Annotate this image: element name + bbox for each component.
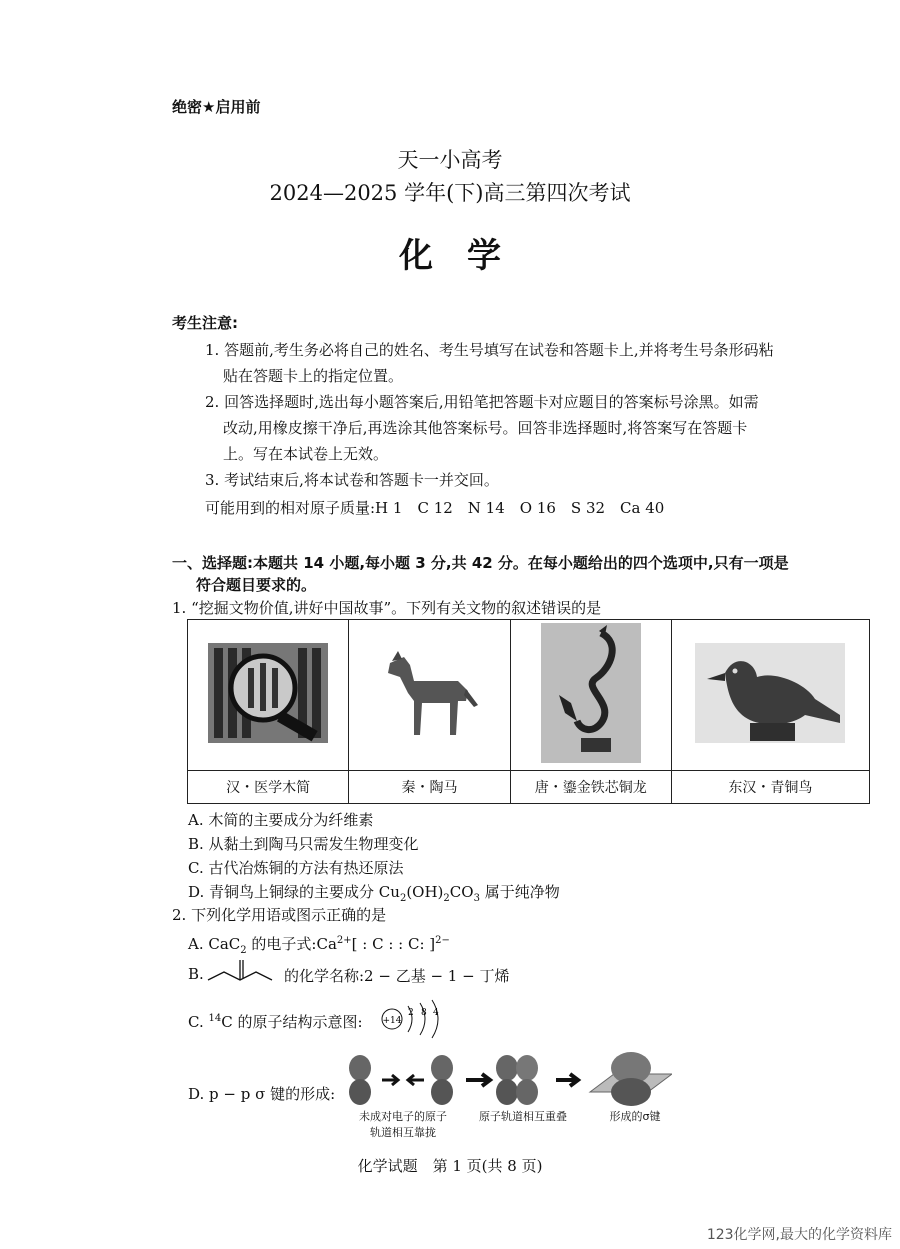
q2-a-pre: A. CaC [188, 935, 241, 953]
relics-table [187, 619, 870, 804]
q1-d-co: CO [449, 883, 474, 901]
notice-item-1a: 1. 答题前,考生务必将自己的姓名、考生号填写在试卷和答题卡上,并将考生号条形码粘 [205, 341, 774, 359]
notice-item-2b: 改动,用橡皮擦干净后,再选涂其他答案标号。回答非选择题时,将答案写在答题卡 [223, 419, 748, 437]
q2-option-a [188, 933, 450, 956]
notice-item-2c: 上。写在本试卷上无效。 [223, 445, 389, 463]
relic-caption-4: 东汉・青铜鸟 [671, 771, 869, 804]
q2-a-mid: 的电子式:Ca [246, 935, 337, 953]
confidential-label: 绝密★启用前 [172, 98, 261, 116]
shell-1-count: 2 [408, 1008, 414, 1018]
q1-option-a: A. 木简的主要成分为纤维素 [188, 811, 374, 829]
q1-option-c: C. 古代冶炼铜的方法有热还原法 [188, 859, 404, 877]
notice-item-2a: 2. 回答选择题时,选出每小题答案后,用铅笔把答题卡对应题目的答案标号涂黑。如需 [205, 393, 759, 411]
q1-d-post: 属于纯净物 [479, 883, 560, 901]
q1-d-pre: D. 青铜鸟上铜绿的主要成分 Cu [188, 883, 400, 901]
relic-cell-slips [188, 620, 349, 771]
bronze-dragon-image [541, 623, 641, 763]
q1-d-sub1: 2 [399, 893, 407, 904]
section-heading-line1: 一、选择题:本题共 14 小题,每小题 3 分,共 42 分。在每小题给出的四个选项中,只有一项是 [172, 554, 789, 572]
section-heading [172, 552, 878, 596]
exam-title: 2024—2025 学年(下)高三第四次考试 [269, 181, 631, 205]
sigma-caption-2: 原子轨道相互重叠 [479, 1110, 567, 1123]
q2-option-b-label: B. [188, 965, 204, 983]
relic-caption-1: 汉・医学木简 [188, 771, 349, 804]
q1-d-mid: (OH) [406, 883, 444, 901]
q1-d-sub3: 3 [473, 893, 480, 904]
relic-cell-dragon [510, 620, 671, 771]
q2-c-pre: C. [188, 1013, 209, 1031]
relic-caption-3: 唐・鎏金铁芯铜龙 [510, 771, 671, 804]
sigma-caption-1 [348, 1108, 458, 1140]
sigma-bond-diagram [342, 1050, 672, 1112]
q2-a-sub: 2 [240, 945, 247, 956]
relic-cell-bird [671, 620, 869, 771]
wooden-slips-image [208, 643, 328, 743]
q2-option-c [188, 1011, 363, 1032]
pottery-horse-image [370, 643, 490, 743]
q1-stem: 1. “挖掘文物价值,讲好中国故事”。下列有关文物的叙述错误的是 [172, 599, 602, 617]
q2-option-b-text: 的化学名称:2 − 乙基 − 1 − 丁烯 [284, 967, 510, 985]
q2-c-post: C 的原子结构示意图: [221, 1013, 363, 1031]
q2-a-sup: 2+ [336, 935, 352, 946]
q1-option-b: B. 从黏土到陶马只需发生物理变化 [188, 835, 419, 853]
q1-d-sub2: 2 [443, 893, 450, 904]
q2-c-sup: 14 [208, 1013, 222, 1024]
q2-option-d: D. p − p σ 键的形成: [188, 1085, 336, 1103]
relic-cell-horse [349, 620, 510, 771]
site-watermark: 123化学网,最大的化学资料库 [706, 1227, 892, 1243]
q2-a-post: [ : C : : C: ] [351, 935, 436, 953]
q2-stem: 2. 下列化学用语或图示正确的是 [172, 906, 387, 924]
notice-item-1b: 贴在答题卡上的指定位置。 [223, 367, 404, 385]
bronze-bird-image [695, 643, 845, 743]
atomic-structure-diagram [380, 998, 450, 1040]
relic-caption-2: 秦・陶马 [349, 771, 510, 804]
notice-item-3: 3. 考试结束后,将本试卷和答题卡一并交回。 [205, 471, 499, 489]
sigma-caption-3: 形成的σ键 [609, 1110, 661, 1123]
section-heading-line2: 符合题目要求的。 [196, 576, 317, 594]
skeletal-formula-image [206, 958, 286, 986]
nucleus-charge: +14 [382, 1016, 402, 1026]
subject-title: 化学 [399, 236, 535, 276]
notice-heading: 考生注意: [172, 314, 238, 332]
shell-2-count: 8 [421, 1008, 427, 1018]
page-footer: 化学试题 第 1 页(共 8 页) [357, 1157, 543, 1175]
sigma-caption-1b: 轨道相互靠拢 [370, 1126, 436, 1139]
shell-3-count: 4 [433, 1008, 439, 1018]
q2-a-sup2: 2− [435, 935, 450, 946]
q1-option-d [188, 881, 560, 904]
sigma-caption-1a: 未成对电子的原子 [359, 1110, 447, 1123]
exam-org-title: 天一小高考 [397, 148, 503, 172]
atomic-masses: 可能用到的相对原子质量:H 1 C 12 N 14 O 16 S 32 Ca 40 [205, 499, 665, 517]
